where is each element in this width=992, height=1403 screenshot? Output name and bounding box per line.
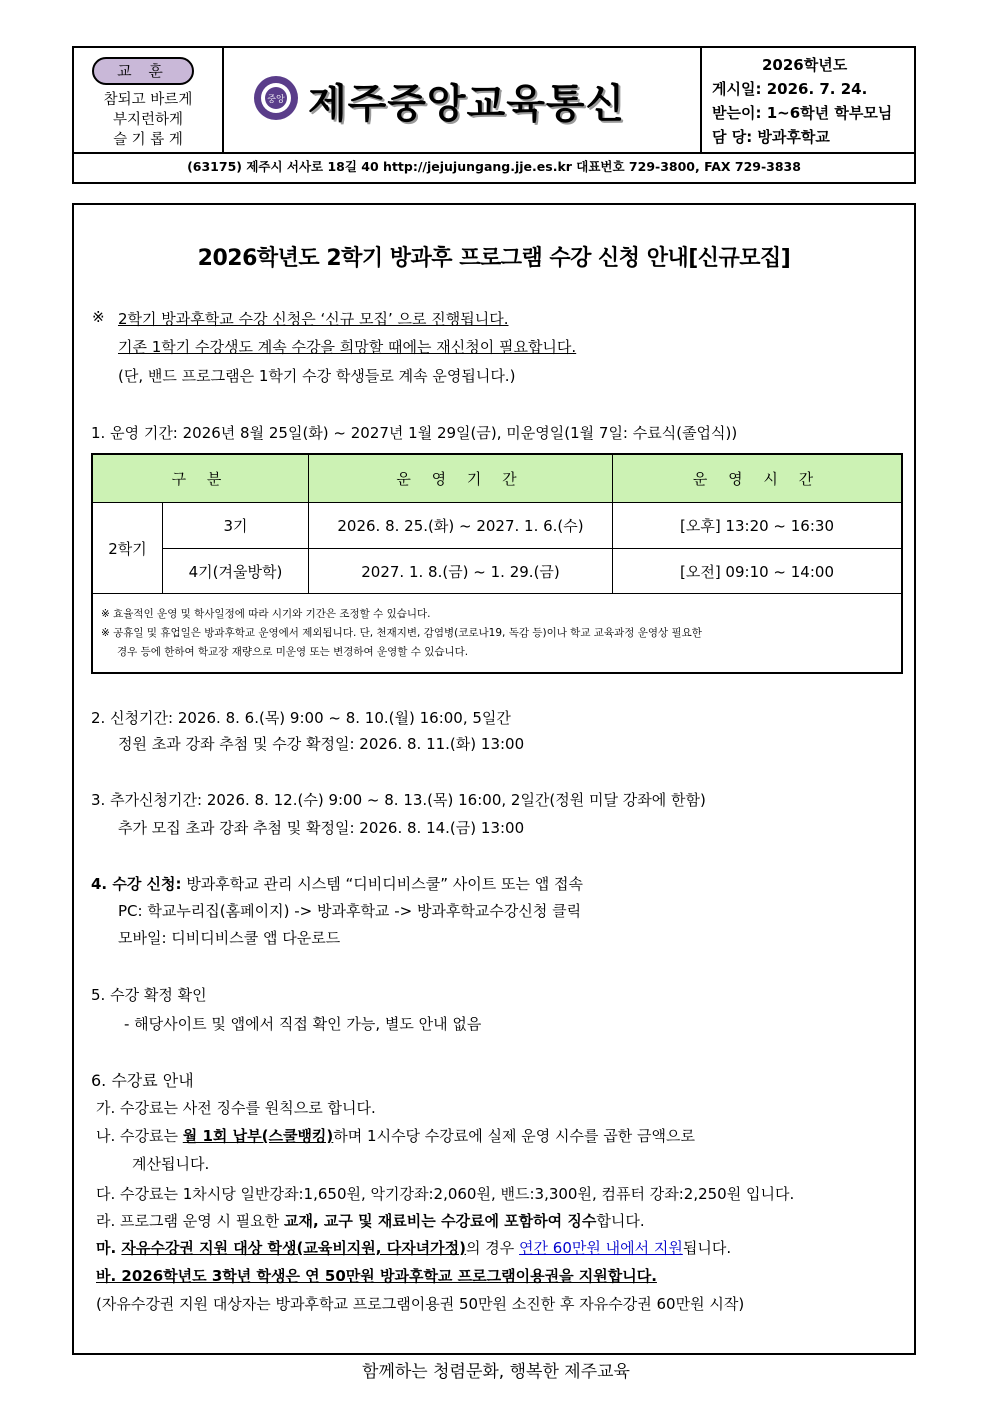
fee-note: (자유수강권 지원 대상자는 방과후학교 프로그램이용권 50만원 소진한 후 자유수강권 60만원 시작)	[96, 1295, 745, 1313]
table-note: ※ 공휴일 및 휴업일은 방과후학교 운영에서 제외됩니다. 단, 천재지변, 감염병(코로나19, 독감 등)이나 학교 교육과정 운영상 필요한	[101, 627, 702, 639]
section-4-text: 방과후학교 관리 시스템 “디비디비스쿨” 사이트 또는 앱 접속	[181, 875, 583, 893]
fee-item-ma-emphasis: 자유수강권 지원 대상 학생(교육비지원, 다자녀가정)	[121, 1239, 467, 1257]
fee-item-na	[96, 1125, 695, 1146]
table-group-cell: 2학기	[93, 503, 163, 594]
section-4-label: 4. 수강 신청:	[91, 875, 182, 893]
motto-line: 참되고 바르게	[103, 92, 193, 108]
document-title: 2026학년도 2학기 방과후 프로그램 수강 신청 안내[신규모집]	[197, 246, 791, 271]
fee-item-ba: 바. 2026학년도 3학년 학생은 연 50만원 방과후학교 프로그램이용권을 지원합니다.	[96, 1267, 657, 1285]
section-2-detail: 정원 초과 강좌 추첨 및 수강 확정일: 2026. 8. 11.(화) 13:00	[118, 735, 525, 753]
school-address: (63175) 제주시 서사로 18길 40 http://jejujungang.jje.es.kr 대표번호 729-3800, FAX 729-3838	[187, 159, 801, 174]
fee-item-na-pre: 나. 수강료는	[96, 1127, 183, 1145]
section-5-detail: - 해당사이트 및 앱에서 직접 확인 가능, 별도 안내 없음	[124, 1015, 482, 1033]
table-note: ※ 효율적인 운영 및 학사일정에 따라 시기와 기간은 조정할 수 있습니다.	[101, 608, 431, 620]
fee-item-ma-post: 됩니다.	[682, 1239, 732, 1257]
recipient: 받는이: 1~6학년 학부모님	[712, 104, 893, 122]
section-4-pc: PC: 학교누리집(홈페이지) -> 방과후학교 -> 방과후학교수강신청 클릭	[118, 902, 582, 920]
newsletter-title: 제주중앙교육통신	[308, 81, 626, 127]
table-header: 운 영 기 간	[309, 455, 613, 503]
section-3-heading: 3. 추가신청기간: 2026. 8. 12.(수) 9:00 ~ 8. 13.(목) 16:00, 2일간(정원 미달 강좌에 한함)	[91, 791, 706, 809]
table-cell-period: 2026. 8. 25.(화) ~ 2027. 1. 6.(수)	[309, 503, 613, 549]
newsletter-title-cell	[224, 48, 702, 152]
table-header: 운 영 시 간	[613, 455, 901, 503]
section-4-mobile: 모바일: 디비디비스쿨 앱 다운로드	[118, 929, 341, 947]
motto-line: 슬 기 롭 게	[113, 132, 183, 148]
fee-item-ga: 가. 수강료는 사전 징수를 원칙으로 합니다.	[96, 1099, 376, 1117]
table-cell-time: [오전] 09:10 ~ 14:00	[613, 549, 901, 594]
table-cell-term: 3기	[163, 503, 309, 549]
school-year: 2026학년도	[762, 56, 848, 74]
fee-item-na-emphasis: 월 1회 납부(스쿨뱅킹)	[182, 1127, 334, 1145]
section-1-heading: 1. 운영 기간: 2026년 8월 25일(화) ~ 2027년 1월 29일(금), 미운영일(1월 7일: 수료식(졸업식))	[91, 424, 738, 442]
table-header: 구 분	[93, 455, 309, 503]
school-logo-icon	[252, 74, 300, 122]
fee-item-ra	[96, 1210, 645, 1231]
footer-slogan: 함께하는 청렴문화, 행복한 제주교육	[362, 1362, 630, 1382]
section-2-heading: 2. 신청기간: 2026. 8. 6.(목) 9:00 ~ 8. 10.(월) 16:00, 5일간	[91, 709, 511, 727]
table-cell-time: [오후] 13:20 ~ 16:30	[613, 503, 901, 549]
schedule-table	[91, 453, 903, 674]
newsletter-header	[72, 46, 914, 184]
posted-date: 게시일: 2026. 7. 24.	[712, 80, 868, 98]
header-address-row	[72, 152, 916, 184]
table-note: 경우 등에 한하여 학교장 재량으로 미운영 또는 변경하여 운영할 수 있습니다.	[117, 646, 469, 658]
fee-item-ra-emphasis: 교재, 교구 및 재료비는 수강료에 포함하여 징수	[284, 1212, 597, 1230]
logo-text: 중앙	[267, 95, 285, 105]
notice-mark: ※	[92, 308, 105, 326]
school-motto	[74, 48, 224, 152]
table-cell-term: 4기(겨울방학)	[163, 549, 309, 594]
section-3-detail: 추가 모집 초과 강좌 추첨 및 확정일: 2026. 8. 14.(금) 13:00	[118, 819, 525, 837]
motto-badge: 교 훈	[92, 57, 194, 85]
section-4-heading	[91, 873, 583, 894]
section-6-heading: 6. 수강료 안내	[91, 1071, 194, 1090]
notice-line: (단, 밴드 프로그램은 1학기 수강 학생들로 계속 운영됩니다.)	[118, 367, 516, 385]
notice-line: 기존 1학기 수강생도 계속 수강을 희망할 때에는 재신청이 필요합니다.	[118, 338, 577, 356]
publication-info	[702, 48, 914, 152]
fee-item-da: 다. 수강료는 1차시당 일반강좌:1,650원, 악기강좌:2,060원, 밴드:3,300원, 컴퓨터 강좌:2,250원 입니다.	[96, 1185, 795, 1203]
motto-line: 부지런하게	[112, 112, 184, 128]
fee-item-ma-support: 연간 60만원 내에서 지원	[519, 1239, 683, 1257]
header-top-row	[72, 46, 916, 154]
section-5-heading: 5. 수강 확정 확인	[91, 986, 207, 1004]
fee-item-na-cont: 계산됩니다.	[132, 1155, 210, 1173]
person-in-charge: 담 당: 방과후학교	[712, 128, 830, 146]
fee-item-na-post: 하며 1시수당 수강료에 실제 운영 시수를 곱한 금액으로	[333, 1127, 695, 1145]
fee-item-ma	[96, 1237, 731, 1258]
fee-item-ma-label: 마.	[96, 1239, 122, 1257]
notice-body	[72, 203, 916, 1355]
table-cell-period: 2027. 1. 8.(금) ~ 1. 29.(금)	[309, 549, 613, 594]
notice-line: 2학기 방과후학교 수강 신청은 ‘신규 모집’ 으로 진행됩니다.	[118, 310, 509, 328]
fee-item-ra-post: 합니다.	[596, 1212, 645, 1230]
fee-item-ma-mid: 의 경우	[466, 1239, 520, 1257]
fee-item-ra-pre: 라. 프로그램 운영 시 필요한	[96, 1212, 284, 1230]
